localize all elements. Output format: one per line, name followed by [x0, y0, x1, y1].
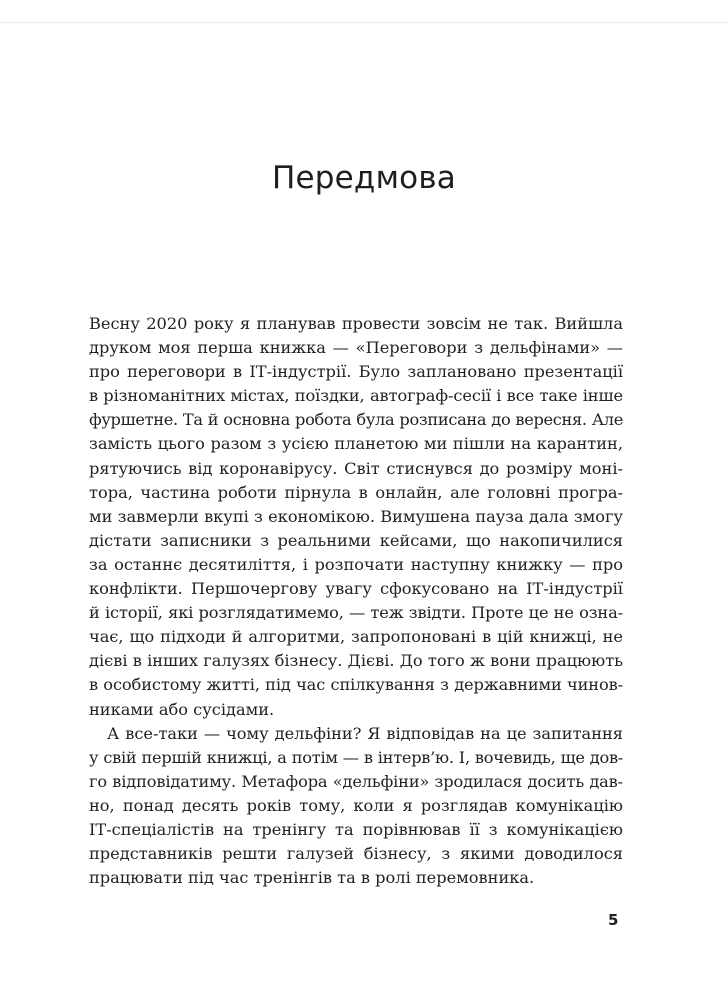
- text-line: никами або сусідами.: [89, 699, 275, 719]
- page-title: Передмова: [272, 160, 456, 196]
- page-top-edge: [0, 0, 728, 23]
- text-line: ІТ-спеціалістів на тренінгу та порівнював її з комунікацією: [89, 819, 623, 839]
- text-line: конфлікти. Першочергову увагу сфокусовано на ІТ-індустрії: [89, 579, 623, 599]
- text-line: рятуючись від коронавірусу. Світ стиснувся до розміру моні-: [89, 458, 623, 478]
- text-line: тора, частина роботи пірнула в онлайн, але головні програ-: [89, 482, 623, 502]
- text-line: фуршетне. Та й основна робота була розписана до вересня. Але: [89, 410, 623, 430]
- paragraph-1: [89, 312, 623, 722]
- page-number: 5: [608, 911, 619, 929]
- text-line: го відповідатиму. Метафора «дельфіни» зродилася досить дав-: [89, 771, 623, 791]
- text-line: ми завмерли вкупі з економікою. Вимушена пауза дала змогу: [89, 506, 623, 526]
- text-line: дістати записники з реальними кейсами, що накопичилися: [89, 530, 623, 550]
- body-text: [89, 312, 623, 890]
- text-line: представників решти галузей бізнесу, з якими доводилося: [89, 844, 623, 864]
- text-line: в особистому житті, під час спілкування з державними чинов-: [89, 675, 623, 695]
- text-line: в різноманітних містах, поїздки, автограф-сесії і все таке інше: [89, 386, 623, 406]
- text-line: чає, що підходи й алгоритми, запропоновані в цій книжці, не: [89, 627, 623, 647]
- text-line: працювати під час тренінгів та в ролі перемовника.: [89, 868, 535, 888]
- text-line: про переговори в ІТ-індустрії. Було заплановано презентації: [89, 362, 623, 382]
- text-line: й історії, які розглядатимемо, — теж звідти. Проте це не озна-: [89, 603, 623, 623]
- text-line: Весну 2020 року я планував провести зовсім не так. Вийшла: [89, 314, 623, 333]
- text-line: но, понад десять років тому, коли я розглядав комунікацію: [89, 795, 623, 815]
- text-line: у свій першій книжці, а потім — в інтерв’ю. І, вочевидь, ще дов-: [89, 747, 623, 767]
- text-line: дієві в інших галузях бізнесу. Дієві. До того ж вони працюють: [89, 651, 623, 671]
- text-line: друком моя перша книжка — «Переговори з дельфінами» —: [89, 338, 623, 358]
- text-line: за останнє десятиліття, і розпочати наступну книжку — про: [89, 554, 623, 574]
- text-line: замість цього разом з усією планетою ми пішли на карантин,: [89, 434, 623, 454]
- text-line: А все-таки — чому дельфіни? Я відповідав на це запитання: [107, 723, 623, 743]
- paragraph-2: [89, 722, 623, 891]
